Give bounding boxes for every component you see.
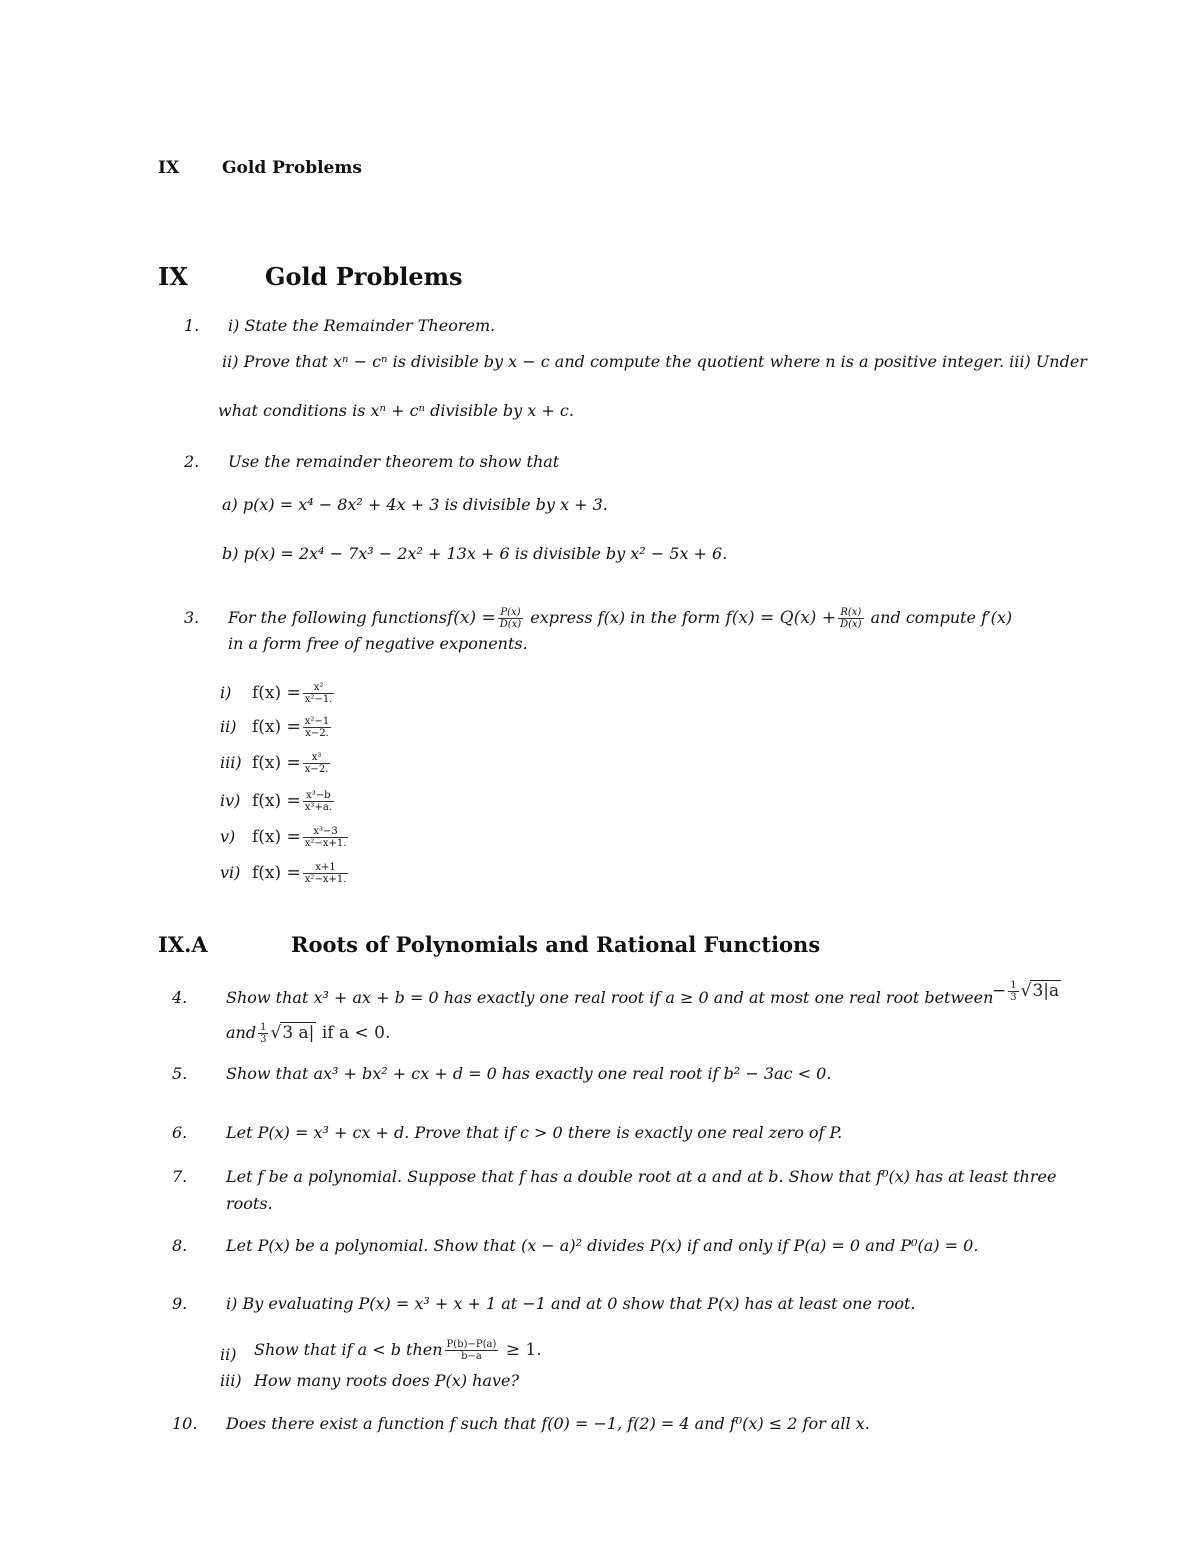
problem-1-line-3: what conditions is xⁿ + cⁿ divisible by x + c. xyxy=(218,401,574,420)
one-third-fraction xyxy=(1008,980,1018,1003)
problem-8-number: 8. xyxy=(172,1236,188,1255)
item-lhs: f(x) = xyxy=(252,717,301,737)
fraction-numerator: x³−3 xyxy=(303,826,349,838)
problem-7-line-1: Let f be a polynomial. Suppose that f has a double root at a and at b. Show that f⁰(x) has at least three xyxy=(226,1167,1057,1186)
inequality-tail: ≥ 1. xyxy=(505,1340,542,1360)
problem-8-text: Let P(x) be a polynomial. Show that (x − a)² divides P(x) if and only if P(a) = 0 and P⁰(a) = 0. xyxy=(226,1236,979,1255)
one-third-fraction xyxy=(258,1022,268,1045)
item-label: ii) xyxy=(220,717,237,736)
problem-2-part-a: a) p(x) = x⁴ − 8x² + 4x + 3 is divisible by x + 3. xyxy=(222,495,608,514)
problem-3-number: 3. xyxy=(184,608,200,627)
fraction-numerator: x³−b xyxy=(303,790,334,802)
item-fraction xyxy=(303,790,334,813)
problem-3-item xyxy=(220,856,350,890)
problem-4-math-1: − $\frac{1}{3}$ √3|a xyxy=(992,980,1060,1003)
item-lhs: f(x) = xyxy=(252,827,301,847)
item-fraction xyxy=(303,752,331,775)
problem-2-part-b: b) p(x) = 2x⁴ − 7x³ − 2x² + 13x + 6 is divisible by x² − 5x + 6. xyxy=(222,544,728,563)
item-lhs: f(x) = xyxy=(252,791,301,811)
problem-7-line-2: roots. xyxy=(226,1194,273,1213)
problem-3-text-b: express f(x) in the form xyxy=(530,608,721,627)
item-lhs: f(x) = xyxy=(252,753,301,773)
fraction-denominator: x³+a. xyxy=(304,802,332,813)
fraction-denominator: D(x) xyxy=(840,619,862,630)
item-fraction xyxy=(303,716,331,739)
item-lhs: f(x) = xyxy=(252,863,301,883)
problem-1-line-1: i) State the Remainder Theorem. xyxy=(228,316,496,335)
problem-3-form-lhs: f(x) = Q(x) + xyxy=(725,608,837,628)
section-title: Gold Problems xyxy=(265,262,463,291)
problem-1-line-2: ii) Prove that xⁿ − cⁿ is divisible by x − c and compute the quotient where n is a positive integer. iii) Under xyxy=(222,352,1087,371)
minus-sign: − xyxy=(992,981,1007,1001)
problem-9-line-1: i) By evaluating P(x) = x³ + x + 1 at −1 and at 0 show that P(x) has at least one root. xyxy=(226,1294,916,1313)
difference-quotient-fraction xyxy=(445,1339,499,1362)
problem-9-part-ii-text: Show that if a < b then xyxy=(254,1340,443,1359)
problem-4-text: Show that x³ + ax + b = 0 has exactly one real root if a ≥ 0 and at most one real root between xyxy=(226,988,994,1007)
subsection-number: IX.A xyxy=(158,932,208,957)
radicand: 3 a| xyxy=(282,1023,315,1043)
problem-3-fx-lhs: f(x) = xyxy=(446,608,496,628)
problem-1-number: 1. xyxy=(184,316,200,335)
problem-9-part-iii-label: iii) xyxy=(220,1371,242,1390)
item-fraction xyxy=(303,682,335,705)
problem-3-line-1 xyxy=(228,600,1012,636)
fraction-denominator: x²−1. xyxy=(304,694,333,705)
fraction-denominator: b−a xyxy=(461,1351,482,1362)
item-label: i) xyxy=(220,683,232,702)
item-lhs: f(x) = xyxy=(252,683,301,703)
problem-3-item xyxy=(220,820,350,854)
fraction-numerator: 1 xyxy=(260,1022,267,1033)
fraction-numerator: P(x) xyxy=(498,607,523,619)
fraction-numerator: x³ xyxy=(303,752,331,764)
fraction-denominator: 3 xyxy=(260,1034,267,1045)
problem-10-number: 10. xyxy=(172,1414,198,1433)
problem-3-item xyxy=(220,710,333,744)
problem-9-part-iii-text: How many roots does P(x) have? xyxy=(254,1371,520,1390)
running-header-title: Gold Problems xyxy=(222,158,362,178)
subsection-title: Roots of Polynomials and Rational Functions xyxy=(291,932,821,957)
item-label: iv) xyxy=(220,791,241,810)
fraction-numerator: P(b)−P(a) xyxy=(446,1339,497,1350)
fraction-numerator: 1 xyxy=(1010,980,1017,991)
radicand: 3|a xyxy=(1032,981,1060,1001)
problem-6-text: Let P(x) = x³ + cx + d. Prove that if c > 0 there is exactly one real zero of P. xyxy=(226,1123,843,1142)
problem-3-item xyxy=(220,746,332,780)
item-label: vi) xyxy=(220,863,241,882)
problem-7-number: 7. xyxy=(172,1167,188,1186)
fraction-numerator: x² xyxy=(303,682,335,694)
section-number: IX xyxy=(158,262,188,291)
problem-2-number: 2. xyxy=(184,452,200,471)
problem-5-number: 5. xyxy=(172,1064,188,1083)
problem-3-fx-fraction xyxy=(498,607,523,630)
condition-text: if a < 0. xyxy=(321,1023,391,1043)
fraction-denominator: x−2. xyxy=(305,728,329,739)
problem-3-form-fraction xyxy=(838,607,863,630)
problem-9-part-ii xyxy=(254,1332,542,1368)
running-header-number: IX xyxy=(158,158,180,178)
and-word: and xyxy=(226,1023,257,1042)
problem-5-text: Show that ax³ + bx² + cx + d = 0 has exactly one real root if b² − 3ac < 0. xyxy=(226,1064,832,1083)
problem-4-number: 4. xyxy=(172,988,188,1007)
item-label: iii) xyxy=(220,753,242,772)
problem-3-line-2: in a form free of negative exponents. xyxy=(228,634,528,653)
fraction-denominator: D(x) xyxy=(499,619,522,630)
fraction-denominator: x−2. xyxy=(304,764,329,775)
fraction-denominator: 3 xyxy=(1010,992,1017,1003)
fraction-denominator: x²−x+1. xyxy=(304,838,347,849)
fraction-denominator: x²−x+1. xyxy=(304,874,347,885)
problem-3-text-a: For the following functions xyxy=(228,608,447,627)
problem-9-part-ii-label: ii) xyxy=(220,1345,237,1364)
problem-9-number: 9. xyxy=(172,1294,188,1313)
problem-6-number: 6. xyxy=(172,1123,188,1142)
fraction-numerator: x+1 xyxy=(303,862,349,874)
problem-10-text: Does there exist a function f such that f(0) = −1, f(2) = 4 and f⁰(x) ≤ 2 for all x. xyxy=(226,1414,870,1433)
problem-3-item xyxy=(220,676,336,710)
problem-3-text-c: and compute f′(x) xyxy=(870,608,1013,627)
item-fraction xyxy=(303,862,349,885)
problem-4-line-2: and $\frac{1}{3}$ √3 a| if a < 0. xyxy=(226,1022,391,1045)
problem-2-line-1: Use the remainder theorem to show that xyxy=(228,452,560,471)
item-fraction xyxy=(303,826,349,849)
fraction-numerator: R(x) xyxy=(838,607,863,619)
fraction-numerator: x²−1 xyxy=(304,716,330,727)
item-label: v) xyxy=(220,827,236,846)
problem-3-item xyxy=(220,784,336,818)
